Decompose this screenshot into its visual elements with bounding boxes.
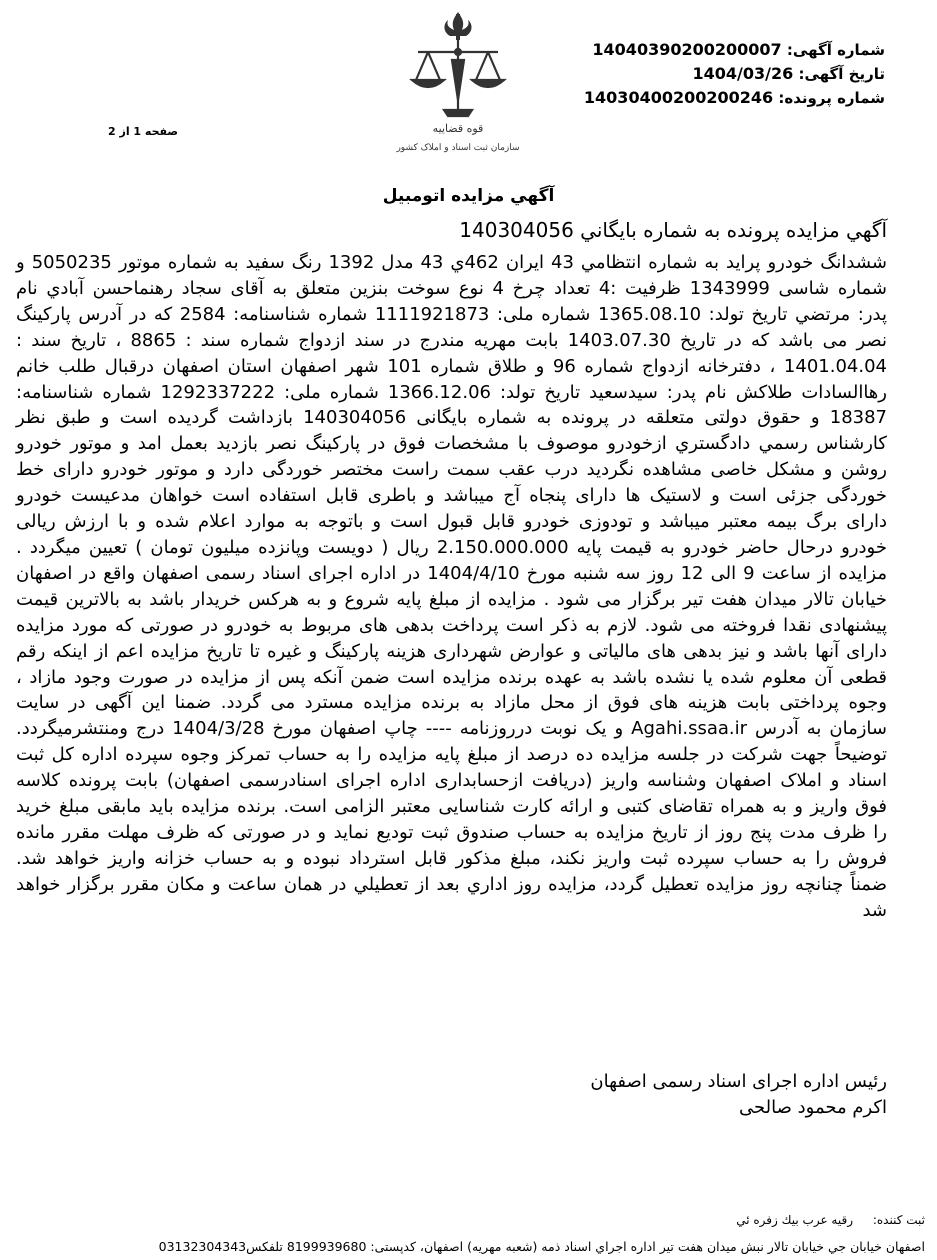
document-title: آگهي مزايده اتومبيل (382, 186, 555, 206)
case-number-label: شماره پرونده: (778, 89, 885, 107)
iran-emblem-icon (444, 12, 471, 40)
ad-metadata (584, 38, 885, 110)
signatory-title: رئیس اداره اجرای اسناد رسمی اصفهان (590, 1071, 887, 1092)
ad-date-row (584, 62, 885, 86)
page-indicator: صفحه 1 از 2 (108, 125, 179, 138)
ad-number-row (584, 38, 885, 62)
judiciary-label: قوه قضاییه (432, 122, 484, 135)
footer-address: اصفهان خيابان جي خيابان تالار نبش ميدان هفت تير اداره اجراي اسناد ذمه (شعبه مهريه) اصفهان، کدپستی: 8199939680 تلفکس03132304343 (158, 1239, 925, 1254)
signatory-name: اکرم محمود صالحی (739, 1097, 887, 1118)
registrar-name: رقيه عرب بيك زفره ئي (736, 1213, 854, 1227)
registration-org-label: سازمان ثبت اسناد و املاک کشور (396, 143, 520, 153)
case-number-row (584, 86, 885, 110)
ad-date: 1404/03/26 (692, 64, 794, 83)
notice-body: ششدانگ خودرو پرايد به شماره انتظامي 43 ايران 462ي 43 مدل 1392 رنگ سفيد به شماره موتور 5050235 و شماره شاسی 1343999 ظرفيت :4 تعداد چرخ 4 نوع سوخت بنزين متعلق به آقای سجاد رهنماحسن آبادي نام پدر: مرتضي تاريخ تولد: 1365.08.10 شماره ملی: 1111921873 شماره شناسنامه: 2584 که در آدرس پارکینگ نصر می باشد که در تاریخ 1403.07.30 بابت مهريه مندرج در سند ازدواج شماره سند : 8865 ، تاریخ سند : 1401.04.04 ، دفترخانه ازدواج شماره 96 و طلاق شماره 101 شهر اصفهان استان اصفهان درقبال طلب خانم رهاالسادات طلاکش نام پدر: سیدسعید تاریخ تولد: 1366.12.06 شماره ملی: 1292337222 شماره شناسنامه: 18387 و حقوق دولتی متعلقه در پرونده به شماره بایگانی 140304056 بازداشت گرديده است و طبق نظر کارشناس رسمي دادگستري ازخودرو موصوف با مشخصات فوق در پارکینگ نصر بازدید بعمل امد و موتور خودرو روشن و مشکل خاصی مشاهده نگردید درب عقب سمت راست مختصر خوردگی دارد و موتور خودرو دارای خط خوردگی جزئی است و لاستیک ها دارای پنجاه آج میباشد و باطری قابل استفاده است خواهان مدعیست خودرو دارای برگ بیمه معتبر میباشد و تودوزی خودرو قابل قبول است و باتوجه به موارد اعلام شده و با ارزش ريالی خودرو درحال حاضر خودرو به قيمت پايه 2.150.000.000 ريال ( دویست وپانزده میلیون تومان ) تعيين ميگردد . مزايده از ساعت 9 الی 12 روز سه شنبه مورخ 1404/4/10 در اداره اجرای اسناد رسمی اصفهان واقع در اصفهان خیابان تالار میدان هفت تیر برگزار می شود . مزايده از مبلغ پايه شروع و به هرکس خریدار باشد به بالاترين قيمت پيشنهادی نقدا فروخته می شود. لازم به ذکر است پرداخت بدهی های مربوط به خودرو در صورتی که مورد مزايده دارای آنها باشد و نيز بدهی های مالیاتی و عوارض شهرداری هزینه پارکینگ و غیره تا تاريخ مزايده اعم از اينکه رقم قطعی آن معلوم شده يا نشده باشد به عهده برنده مزايده است ضمن آنکه پس از مزايده در صورت وجود مازاد ، وجوه پرداختی بابت هزينه های فوق از محل مازاد به برنده مزایده مسترد می گردد. ضمنا این آگهی در سایت سازمان به آدرس Agahi.ssaa.ir و یک نوبت درروزنامه ---- چاپ اصفهان مورخ 1404/3/28 درج ومنتشرمیگردد. توضیحاً جهت شرکت در جلسه مزایده ده درصد از مبلغ پایه مزایده را به حساب تمرکز وجوه سپرده اداره کل ثبت اسناد و املاک اصفهان وشناسه واريز (دريافت ازحسابداری اداره اجرای اسنادرسمی اصفهان) بابت پرونده کلاسه فوق واريز و به همراه تقاضای کتبی و ارائه کارت شناسایی معتبر الزامی است. برنده مزايده بايد مابقی مبلغ خريد را ظرف مدت پنج روز از تاريخ مزايده به حساب صندوق ثبت توديع نمايد و در صورتی که ظرف مهلت مقرر مانده فروش را به حساب سپرده ثبت واریز نکند، مبلغ مذکور قابل استرداد نبوده و به حساب خزانه واريز خواهد شد. ضمناً چنانچه روز مزايده تعطيل گردد، مزايده روز اداري بعد از تعطيلي در همان ساعت و مکان مقرر برگزار خواهد شد (16, 252, 888, 921)
case-number: 14030400200200246 (583, 88, 774, 107)
ad-date-label: تاریخ آگهی: (798, 65, 885, 83)
registrar-line (736, 1213, 925, 1227)
ad-number: 14040390200200007 (592, 40, 782, 59)
case-subheading: آگهي مزايده پرونده به شماره بايگاني 140304056 (459, 218, 887, 242)
judiciary-emblem (388, 8, 528, 158)
scales-of-justice-icon (412, 40, 504, 116)
registrar-label: ثبت کننده: (872, 1213, 925, 1227)
ad-number-label: شماره آگهی: (786, 41, 885, 59)
